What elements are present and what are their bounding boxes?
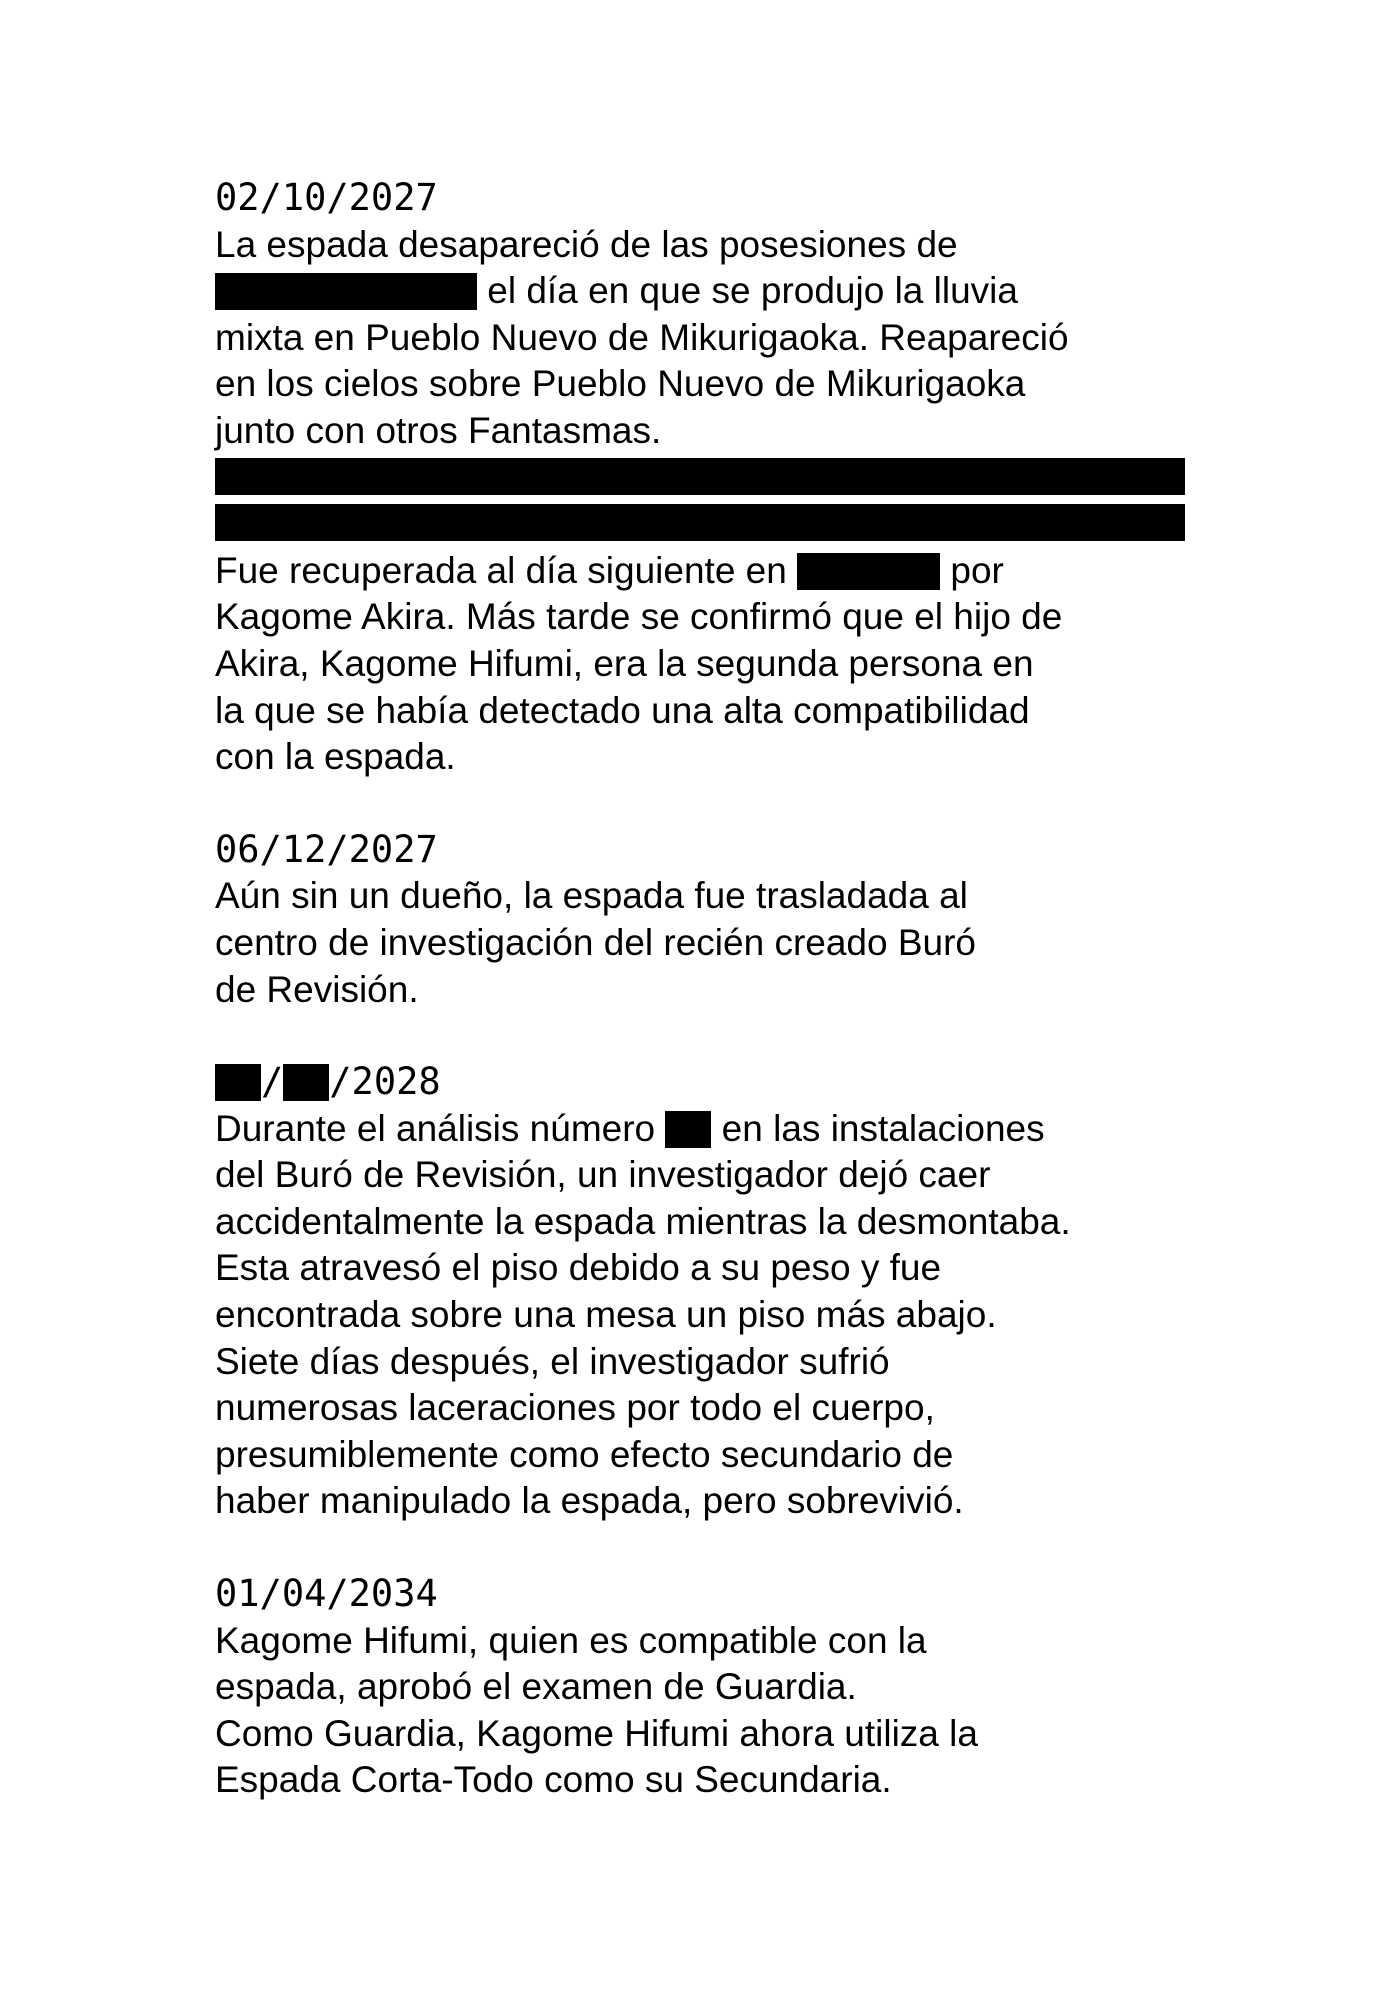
entry-text-line bbox=[215, 268, 1190, 315]
entry-date-fragment: / bbox=[261, 1060, 284, 1104]
log-entry bbox=[215, 1571, 1190, 1804]
entry-text-line bbox=[215, 548, 1190, 595]
entry-text-line: de Revisión. bbox=[215, 968, 419, 1010]
entry-date: 02/10/2027 bbox=[215, 176, 438, 219]
entry-text-line: La espada desapareció de las posesiones de bbox=[215, 223, 958, 265]
entry-text-line: accidentalmente la espada mientras la desmontaba. bbox=[215, 1200, 1071, 1242]
entry-text-line: Aún sin un dueño, la espada fue trasladada al bbox=[215, 875, 968, 917]
entry-text-line: Kagome Akira. Más tarde se confirmó que el hijo de bbox=[215, 596, 1063, 638]
redacted-line bbox=[215, 501, 1190, 548]
entry-text-line: Espada Corta-Todo como su Secundaria. bbox=[215, 1759, 892, 1801]
entry-text-line: encontrada sobre una mesa un piso más abajo. bbox=[215, 1294, 997, 1336]
entry-text-fragment: por bbox=[940, 549, 1004, 591]
entry-text-line: haber manipulado la espada, pero sobrevivió. bbox=[215, 1480, 964, 1522]
redacted-line bbox=[215, 455, 1190, 502]
entry-date: 06/12/2027 bbox=[215, 827, 438, 871]
entry-text-line: centro de investigación del recién creado Buró bbox=[215, 921, 977, 963]
entry-text-line: con la espada. bbox=[215, 736, 456, 778]
entry-date bbox=[215, 1059, 1190, 1106]
entry-text-fragment: el día en que se produjo la lluvia bbox=[477, 270, 1018, 312]
entry-text-line: junto con otros Fantasmas. bbox=[215, 409, 662, 451]
redaction-bar bbox=[215, 273, 477, 310]
entry-text-fragment: en las instalaciones bbox=[711, 1107, 1045, 1149]
entry-text-line: numerosas laceraciones por todo el cuerpo, bbox=[215, 1387, 935, 1429]
document bbox=[215, 175, 1190, 1850]
entry-text-line: del Buró de Revisión, un investigador dejó caer bbox=[215, 1154, 991, 1196]
entry-text-line: la que se había detectado una alta compatibilidad bbox=[215, 689, 1030, 731]
entry-text-fragment: Fue recuperada al día siguiente en bbox=[215, 549, 798, 591]
redaction-bar bbox=[283, 1064, 329, 1101]
redaction-bar bbox=[797, 553, 940, 590]
entry-text-line: Esta atravesó el piso debido a su peso y fue bbox=[215, 1247, 942, 1289]
entry-text-line bbox=[215, 1106, 1190, 1153]
entry-text-line: Como Guardia, Kagome Hifumi ahora utiliza la bbox=[215, 1712, 978, 1754]
entry-date: 01/04/2034 bbox=[215, 1572, 438, 1616]
entry-date-fragment: /2028 bbox=[329, 1060, 441, 1104]
entry-text-line: Akira, Kagome Hifumi, era la segunda persona en bbox=[215, 642, 1034, 684]
redaction-bar bbox=[665, 1111, 711, 1148]
redaction-bar bbox=[215, 458, 1185, 495]
log-entry bbox=[215, 1059, 1190, 1525]
log-entry bbox=[215, 175, 1190, 781]
entry-text-line: en los cielos sobre Pueblo Nuevo de Mikurigaoka bbox=[215, 363, 1026, 405]
entry-text-line: mixta en Pueblo Nuevo de Mikurigaoka. Reapareció bbox=[215, 316, 1069, 358]
entry-text-line: Kagome Hifumi, quien es compatible con la bbox=[215, 1619, 927, 1661]
entry-text-line: espada, aprobó el examen de Guardia. bbox=[215, 1666, 857, 1708]
redaction-bar bbox=[215, 504, 1185, 541]
redaction-bar bbox=[215, 1064, 261, 1101]
entry-text-fragment: Durante el análisis número bbox=[215, 1107, 666, 1149]
log-entry bbox=[215, 827, 1190, 1013]
entry-text-line: Siete días después, el investigador sufrió bbox=[215, 1340, 890, 1382]
entry-text-line: presumiblemente como efecto secundario de bbox=[215, 1433, 954, 1475]
